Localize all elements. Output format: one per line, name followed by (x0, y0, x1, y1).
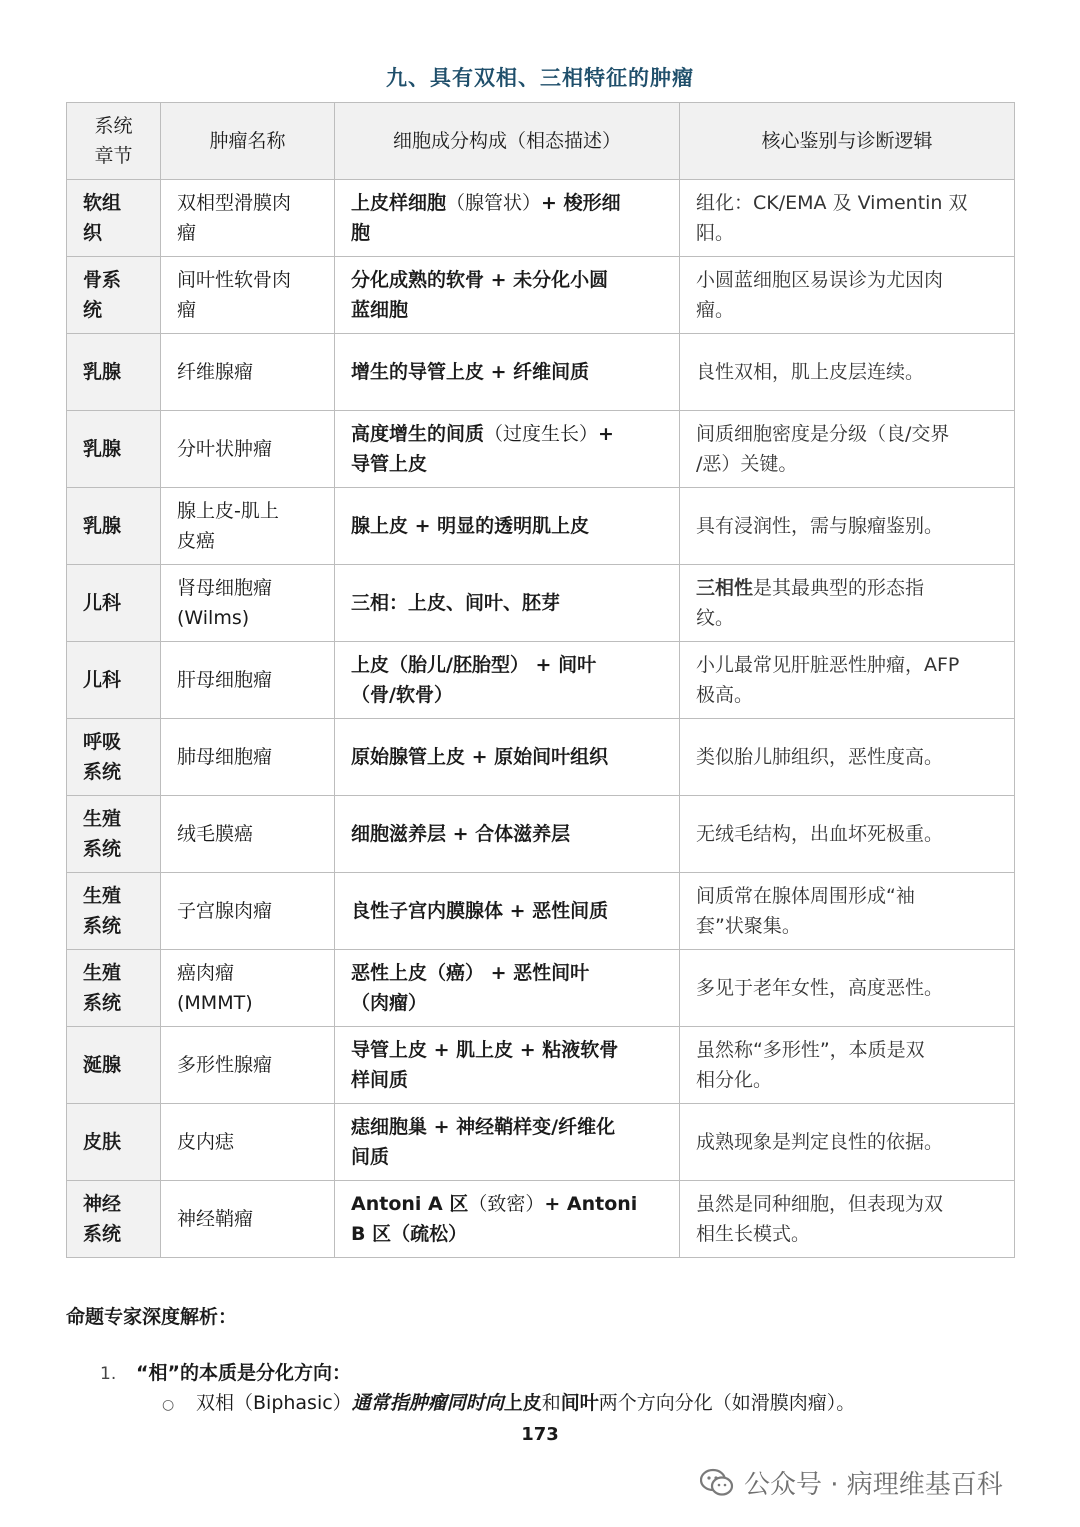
cell-tumor-name: 腺上皮-肌上 皮癌 (161, 488, 335, 565)
cell-diagnosis (680, 488, 1015, 565)
analysis-subpoint (162, 1388, 855, 1415)
page-number: 173 (521, 1424, 559, 1445)
table-row (67, 334, 1015, 411)
cell-system: 皮肤 (67, 1104, 161, 1181)
composition-main: Antoni A 区 (351, 1193, 469, 1215)
diagnosis-text: 具有浸润性，需与腺瘤鉴别。 (696, 515, 944, 537)
cell-diagnosis (680, 180, 1015, 257)
cell-diagnosis (680, 334, 1015, 411)
composition-main: 导管上皮 + 肌上皮 + 粘液软骨 样间质 (351, 1039, 619, 1091)
cell-composition (335, 334, 680, 411)
cell-diagnosis (680, 1181, 1015, 1258)
table-row (67, 488, 1015, 565)
diagnosis-text: 间质常在腺体周围形成“袖 套”状聚集。 (696, 885, 915, 937)
table-row (67, 1104, 1015, 1181)
analysis-point (100, 1358, 351, 1385)
table-row (67, 719, 1015, 796)
cell-tumor-name: 子宫腺肉瘤 (161, 873, 335, 950)
cell-system: 生殖 系统 (67, 796, 161, 873)
cell-composition (335, 796, 680, 873)
composition-main: 三相：上皮、间叶、胚芽 (351, 592, 561, 614)
diagnosis-text: 良性双相，肌上皮层连续。 (696, 361, 925, 383)
cell-system: 儿科 (67, 565, 161, 642)
diagnosis-text: 类似胎儿肺组织，恶性度高。 (696, 746, 944, 768)
cell-diagnosis (680, 411, 1015, 488)
sub-text-emphasis: 通常指肿瘤同时向 (351, 1392, 504, 1414)
cell-composition (335, 1027, 680, 1104)
composition-note: （致密） (468, 1193, 545, 1215)
cell-composition (335, 180, 680, 257)
watermark (700, 1464, 1003, 1501)
point-text: “相”的本质是分化方向： (136, 1362, 351, 1384)
page-title: 九、具有双相、三相特征的肿瘤 (386, 66, 694, 90)
diagnosis-text: 虽然称“多形性”，本质是双 相分化。 (696, 1039, 925, 1091)
cell-system: 儿科 (67, 642, 161, 719)
cell-composition (335, 873, 680, 950)
table-row (67, 1027, 1015, 1104)
table-row (67, 950, 1015, 1027)
diagnosis-text: 成熟现象是判定良性的依据。 (696, 1131, 944, 1153)
diagnosis-text: 虽然是同种细胞，但表现为双 相生长模式。 (696, 1193, 944, 1245)
cell-tumor-name: 神经鞘瘤 (161, 1181, 335, 1258)
sub-text-d: 间叶 (560, 1392, 599, 1414)
cell-system: 神经 系统 (67, 1181, 161, 1258)
diagnosis-text: 小圆蓝细胞区易误诊为尤因肉 瘤。 (696, 269, 944, 321)
cell-diagnosis (680, 796, 1015, 873)
cell-tumor-name: 绒毛膜癌 (161, 796, 335, 873)
composition-main: 增生的导管上皮 + 纤维间质 (351, 361, 590, 383)
cell-diagnosis (680, 565, 1015, 642)
cell-system: 骨系 统 (67, 257, 161, 334)
analysis-title: 命题专家深度解析： (66, 1306, 238, 1328)
header-name: 肿瘤名称 (161, 103, 335, 180)
composition-main: 分化成熟的软骨 + 未分化小圆 蓝细胞 (351, 269, 609, 321)
point-number: 1. (100, 1364, 117, 1384)
cell-system: 生殖 系统 (67, 950, 161, 1027)
diagnosis-text: 间质细胞密度是分级（良/交界 /恶）关键。 (696, 423, 950, 475)
cell-tumor-name: 分叶状肿瘤 (161, 411, 335, 488)
composition-main: 原始腺管上皮 + 原始间叶组织 (351, 746, 609, 768)
composition-main: 上皮（胎儿/胚胎型） + 间叶 （骨/软骨） (351, 654, 597, 706)
diagnosis-text: 是其最典型的形态指 纹。 (696, 577, 925, 629)
composition-rest: + 导管上皮 (351, 423, 614, 475)
composition-main: 痣细胞巢 + 神经鞘样变/纤维化 间质 (351, 1116, 616, 1168)
sub-text-b: 上皮 (503, 1392, 542, 1414)
cell-composition (335, 642, 680, 719)
composition-main: 良性子宫内膜腺体 + 恶性间质 (351, 900, 609, 922)
composition-main: 腺上皮 + 明显的透明肌上皮 (351, 515, 590, 537)
table-header-row (67, 103, 1015, 180)
composition-main: 高度增生的间质 (351, 423, 485, 445)
cell-composition (335, 719, 680, 796)
cell-diagnosis (680, 950, 1015, 1027)
diagnosis-text: 多见于老年女性，高度恶性。 (696, 977, 944, 999)
diagnosis-text: 无绒毛结构，出血坏死极重。 (696, 823, 944, 845)
header-composition: 细胞成分构成（相态描述） (335, 103, 680, 180)
table-row (67, 257, 1015, 334)
cell-composition (335, 411, 680, 488)
header-system: 系统 章节 (67, 103, 161, 180)
table-row (67, 1181, 1015, 1258)
composition-main: 恶性上皮（癌） + 恶性间叶 （肉瘤） (351, 962, 590, 1014)
cell-composition (335, 257, 680, 334)
composition-note: （腺管状） (446, 192, 542, 214)
diagnosis-emphasis: 三相性 (696, 577, 754, 599)
cell-system: 软组 织 (67, 180, 161, 257)
cell-system: 生殖 系统 (67, 873, 161, 950)
table-row (67, 642, 1015, 719)
table-row (67, 796, 1015, 873)
cell-tumor-name: 癌肉瘤 (MMMT) (161, 950, 335, 1027)
cell-diagnosis (680, 873, 1015, 950)
cell-diagnosis (680, 257, 1015, 334)
cell-system: 呼吸 系统 (67, 719, 161, 796)
cell-tumor-name: 肾母细胞瘤 (Wilms) (161, 565, 335, 642)
diagnosis-text: 组化：CK/EMA 及 Vimentin 双 阳。 (696, 192, 968, 244)
composition-rest: + 梭形细 胞 (351, 192, 621, 244)
sub-text-a: 双相（Biphasic） (196, 1392, 352, 1414)
cell-system: 涎腺 (67, 1027, 161, 1104)
cell-diagnosis (680, 1027, 1015, 1104)
tumor-table (66, 102, 1015, 1258)
cell-composition (335, 950, 680, 1027)
cell-composition (335, 488, 680, 565)
table-row (67, 180, 1015, 257)
cell-tumor-name: 间叶性软骨肉 瘤 (161, 257, 335, 334)
table-row (67, 411, 1015, 488)
composition-main: 上皮样细胞 (351, 192, 447, 214)
table-row (67, 873, 1015, 950)
sub-text-c: 和 (541, 1392, 561, 1414)
cell-system: 乳腺 (67, 334, 161, 411)
cell-tumor-name: 双相型滑膜肉 瘤 (161, 180, 335, 257)
composition-main: 细胞滋养层 + 合体滋养层 (351, 823, 571, 845)
cell-system: 乳腺 (67, 411, 161, 488)
cell-tumor-name: 皮内痣 (161, 1104, 335, 1181)
sub-text-e: 两个方向分化（如滑膜肉瘤）。 (598, 1392, 856, 1414)
cell-diagnosis (680, 642, 1015, 719)
cell-composition (335, 1104, 680, 1181)
cell-composition (335, 565, 680, 642)
composition-rest: + Antoni B 区（疏松） (351, 1193, 638, 1245)
circle-bullet-icon: ○ (162, 1397, 175, 1413)
header-diagnosis: 核心鉴别与诊断逻辑 (680, 103, 1015, 180)
cell-tumor-name: 纤维腺瘤 (161, 334, 335, 411)
cell-tumor-name: 肝母细胞瘤 (161, 642, 335, 719)
wechat-icon (700, 1468, 734, 1498)
cell-system: 乳腺 (67, 488, 161, 565)
diagnosis-text: 小儿最常见肝脏恶性肿瘤，AFP 极高。 (696, 654, 960, 706)
cell-tumor-name: 肺母细胞瘤 (161, 719, 335, 796)
table-row (67, 565, 1015, 642)
cell-diagnosis (680, 719, 1015, 796)
composition-note: （过度生长） (484, 423, 599, 445)
cell-composition (335, 1181, 680, 1258)
cell-diagnosis (680, 1104, 1015, 1181)
watermark-text: 公众号 · 病理维基百科 (744, 1470, 1003, 1500)
cell-tumor-name: 多形性腺瘤 (161, 1027, 335, 1104)
